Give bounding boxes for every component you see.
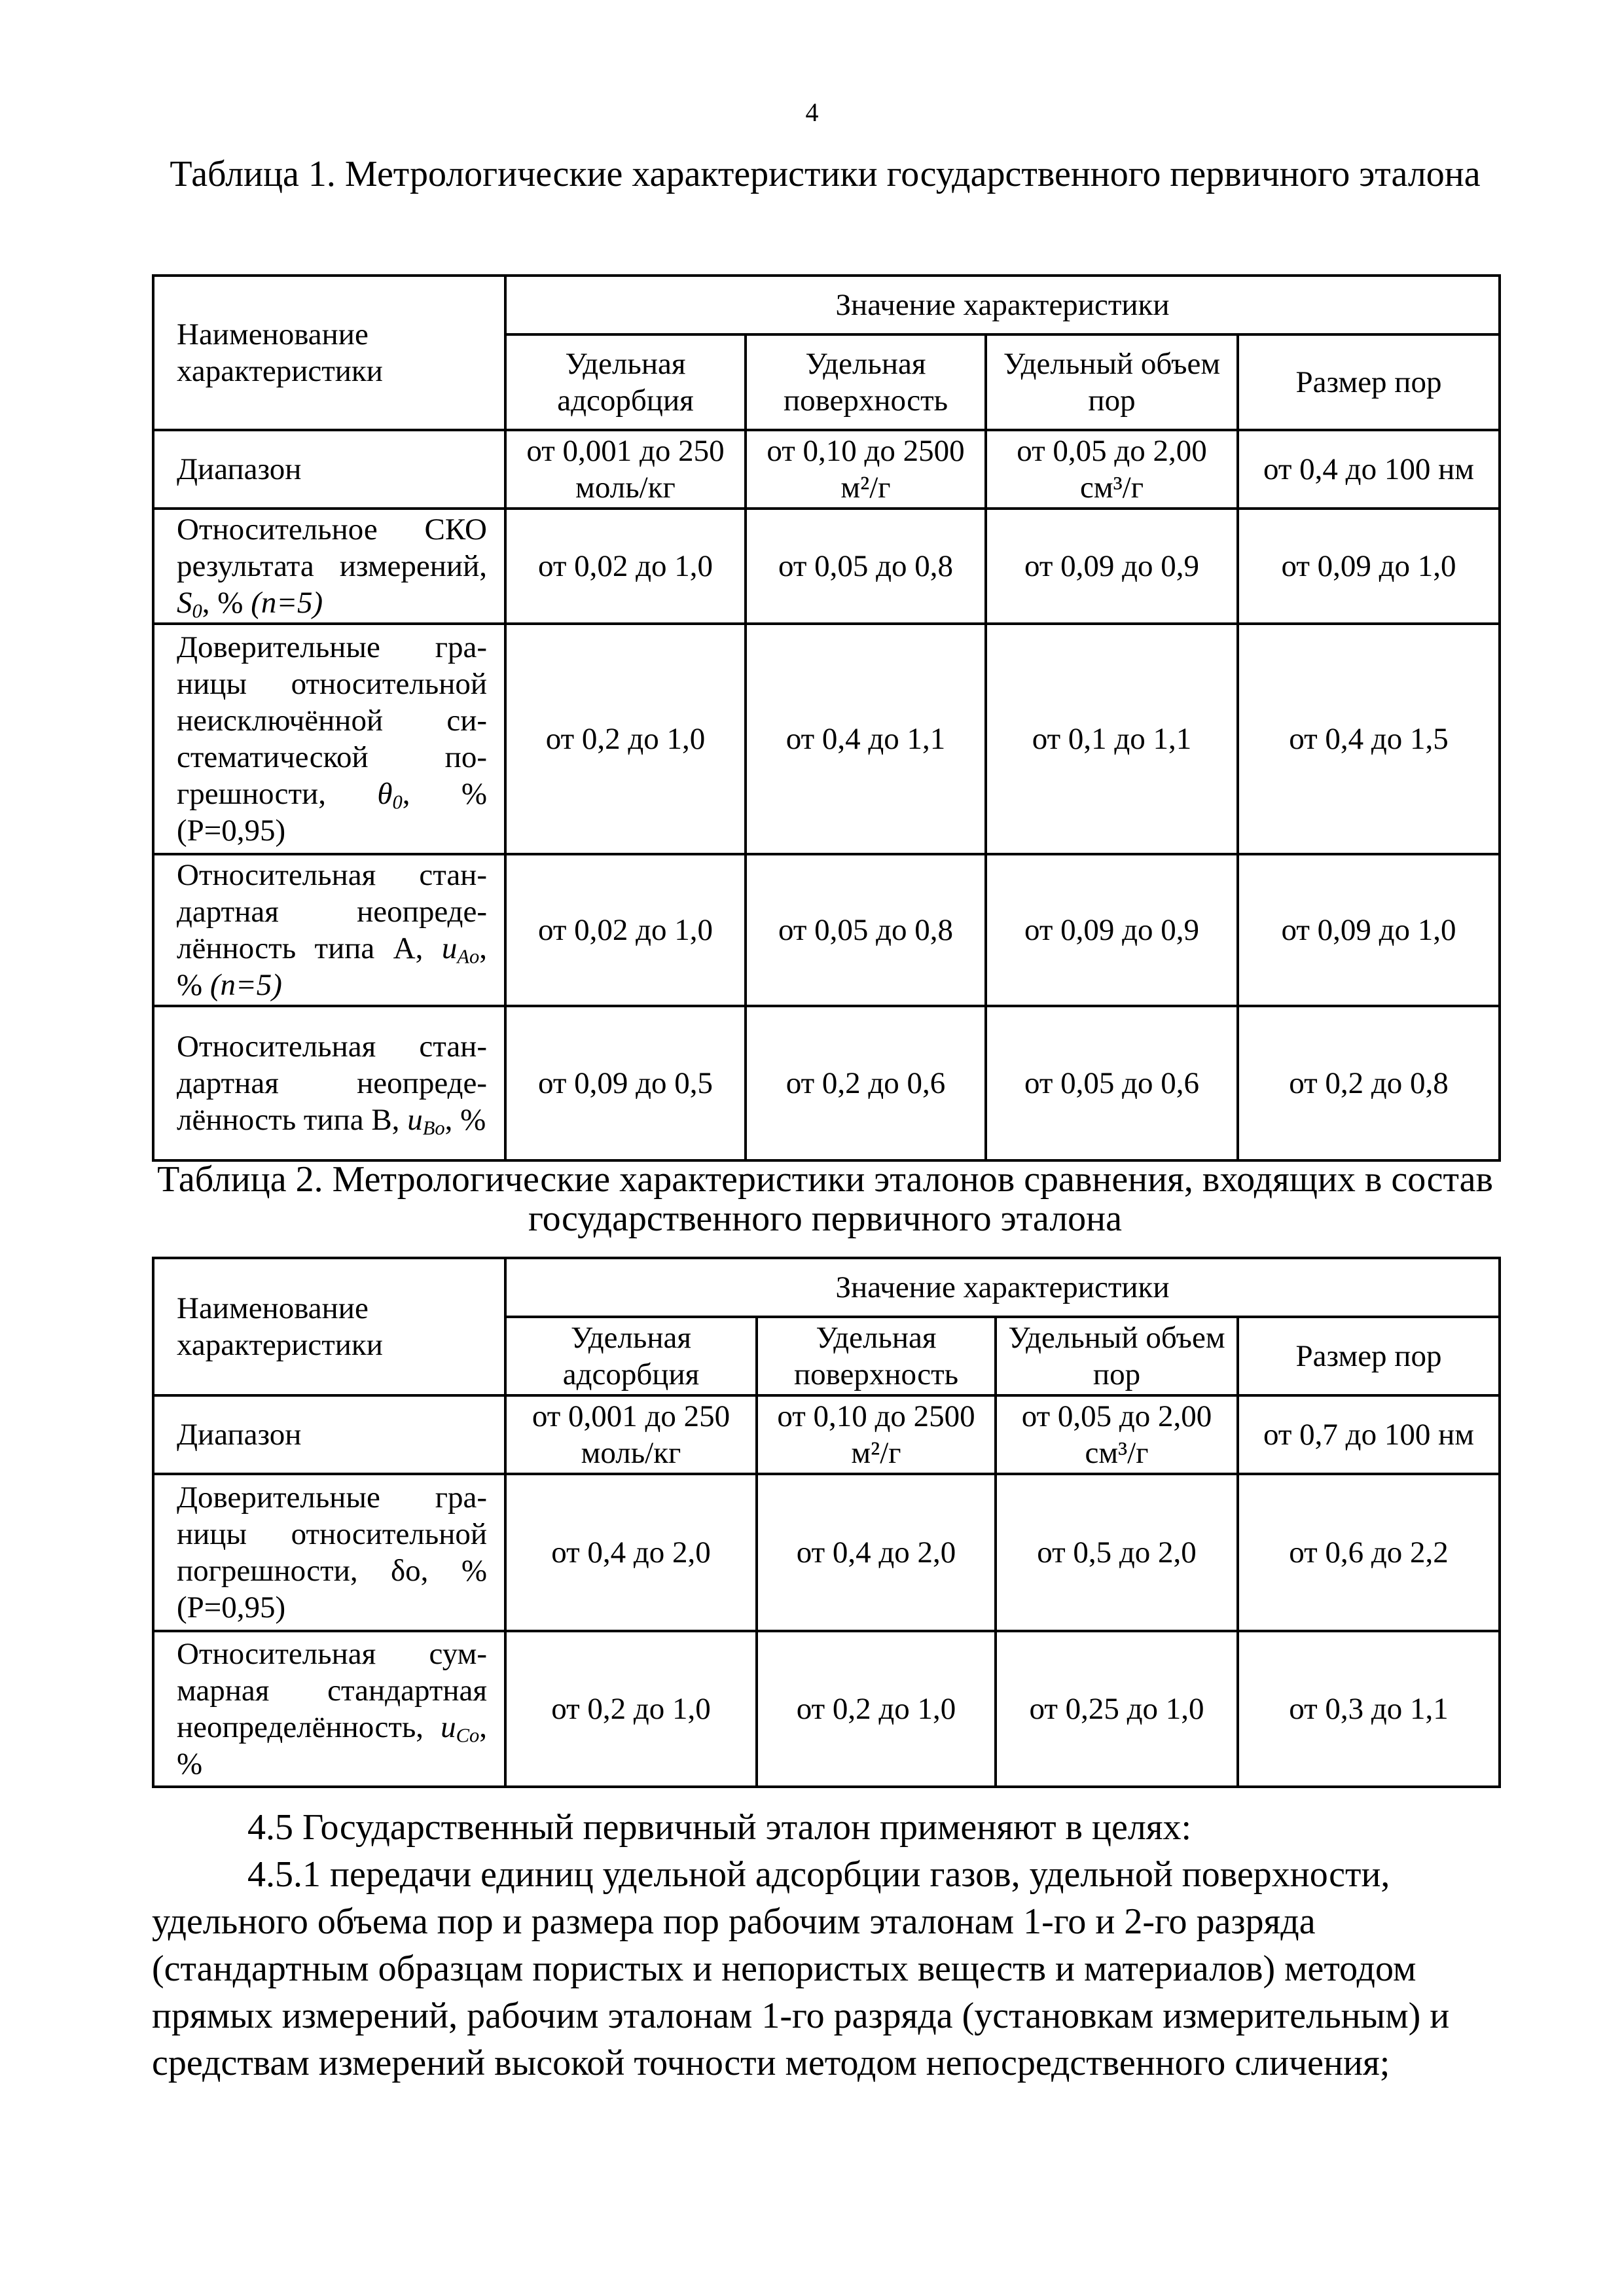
row-name-unit: , % [177, 1710, 487, 1781]
table-header-row [153, 1258, 1500, 1317]
cell: от 0,4 до 1,5 [1238, 624, 1500, 854]
table-row [153, 1395, 1500, 1474]
cell: от 0,2 до 1,0 [757, 1631, 996, 1787]
header-value-group: Значение характеристики [505, 1258, 1500, 1317]
cell: от 0,3 до 1,1 [1238, 1631, 1500, 1787]
row-name-text: Доверительные границы относительной неисключённой систематической погрешности, [177, 630, 487, 811]
cell: от 0,4 до 2,0 [505, 1474, 757, 1631]
row-name-note: (n=5) [209, 968, 282, 1002]
header-col: Удельная адсорбция [505, 1317, 757, 1395]
page-number: 4 [805, 98, 819, 127]
header-col: Удельная адсорбция [505, 334, 746, 430]
row-name: Диапазон [153, 430, 505, 509]
cell: от 0,7 до 100 нм [1238, 1395, 1500, 1474]
paragraph-4-5-1: 4.5.1 передачи единиц удельной адсорбции газов, удельной поверхности, удельного объема пор и размера пор рабочим эталонам 1-го и 2-го разряда (стандартным образцам пористых и непористых веществ и материалов) методом прямых измерений, рабочим эталонам 1-го разряда (установкам измерительным) и средствам измерений высокой точности методом непосредственного сличения; [152, 1854, 1450, 2083]
header-name-cell: Наименование характеристики [153, 276, 505, 430]
table2-caption: Таблица 2. Метрологические характеристики эталонов сравнения, входящих в состав государственного первичного эталона [157, 1159, 1493, 1239]
row-name-symbol-sub: Co [456, 1724, 480, 1747]
row-name-unit: , % [444, 1103, 486, 1137]
header-col: Размер пор [1238, 1317, 1500, 1395]
cell: от 0,09 до 0,5 [505, 1006, 746, 1160]
header-value-group: Значение характеристики [505, 276, 1500, 334]
table-row [153, 509, 1500, 624]
row-name: Диапазон [153, 1395, 505, 1474]
body-text [152, 1804, 1475, 2087]
row-name-unit: , % [402, 777, 487, 811]
row-name [153, 1006, 505, 1160]
row-name-symbol: θ [377, 777, 393, 811]
table-row [153, 624, 1500, 854]
table2 [152, 1257, 1501, 1788]
row-name [153, 509, 505, 624]
table-row [153, 1006, 1500, 1160]
row-name-note: (Р=0,95) [177, 1590, 286, 1624]
cell: от 0,05 до 2,00 см³/г [986, 430, 1238, 509]
cell: от 0,001 до 250 моль/кг [505, 1395, 757, 1474]
table-header-row [153, 276, 1500, 334]
row-name-symbol-sub: Bo [422, 1117, 445, 1139]
row-name-note: (Р=0,95) [177, 814, 286, 848]
cell: от 0,2 до 1,0 [505, 1631, 757, 1787]
header-col: Размер пор [1238, 334, 1500, 430]
table1-caption: Таблица 1. Метрологические характеристики государственного первичного эталона [170, 154, 1481, 194]
header-name-cell: Наименование характеристики [153, 1258, 505, 1395]
row-name-symbol: u [441, 1710, 456, 1744]
cell: от 0,09 до 0,9 [986, 509, 1238, 624]
row-name [153, 1631, 505, 1787]
row-name-unit: , % [177, 931, 488, 1002]
table-row [153, 1631, 1500, 1787]
row-name-symbol: u [441, 931, 458, 965]
row-name-symbol: S [177, 586, 192, 620]
header-col: Удельный объем пор [986, 334, 1238, 430]
cell: от 0,1 до 1,1 [986, 624, 1238, 854]
cell: от 0,05 до 0,6 [986, 1006, 1238, 1160]
cell: от 0,2 до 1,0 [505, 624, 746, 854]
cell: от 0,09 до 1,0 [1238, 509, 1500, 624]
cell: от 0,6 до 2,2 [1238, 1474, 1500, 1631]
cell: от 0,02 до 1,0 [505, 509, 746, 624]
table-row [153, 854, 1500, 1006]
cell: от 0,25 до 1,0 [996, 1631, 1238, 1787]
cell: от 0,4 до 1,1 [746, 624, 986, 854]
cell: от 0,001 до 250 моль/кг [505, 430, 746, 509]
row-name-text: Относительная стандартная неопределённость типа В, [177, 1030, 487, 1137]
row-name-note: (n=5) [251, 586, 323, 620]
table1 [152, 274, 1501, 1162]
row-name-text: Доверительные границы относительной погрешности, δo, % [177, 1480, 487, 1588]
header-col: Удельная поверхность [746, 334, 986, 430]
cell: от 0,02 до 1,0 [505, 854, 746, 1006]
cell: от 0,05 до 2,00 см³/г [996, 1395, 1238, 1474]
row-name-unit: , % [202, 586, 244, 620]
cell: от 0,2 до 0,8 [1238, 1006, 1500, 1160]
row-name-text: Относительная суммарная стандартная неопределённость, [177, 1637, 487, 1744]
table-row [153, 430, 1500, 509]
paragraph-4-5: 4.5 Государственный первичный эталон применяют в целях: [247, 1807, 1192, 1848]
table-row [153, 1474, 1500, 1631]
cell: от 0,4 до 2,0 [757, 1474, 996, 1631]
row-name-symbol-sub: 0 [192, 600, 202, 622]
cell: от 0,5 до 2,0 [996, 1474, 1238, 1631]
row-name [153, 854, 505, 1006]
header-col: Удельная поверхность [757, 1317, 996, 1395]
cell: от 0,09 до 1,0 [1238, 854, 1500, 1006]
cell: от 0,10 до 2500 м²/г [746, 430, 986, 509]
row-name-symbol-sub: 0 [392, 791, 403, 814]
cell: от 0,05 до 0,8 [746, 509, 986, 624]
cell: от 0,05 до 0,8 [746, 854, 986, 1006]
row-name-symbol-sub: Ao [457, 945, 480, 968]
row-name-text: Относительная стандартная неопределённость типа А, [177, 858, 487, 965]
cell: от 0,10 до 2500 м²/г [757, 1395, 996, 1474]
header-col: Удельный объем пор [996, 1317, 1238, 1395]
row-name [153, 624, 505, 854]
cell: от 0,2 до 0,6 [746, 1006, 986, 1160]
cell: от 0,09 до 0,9 [986, 854, 1238, 1006]
row-name-symbol: u [407, 1103, 423, 1137]
row-name [153, 1474, 505, 1631]
row-name-text: Относительное СКО результата измерений, [177, 512, 487, 583]
cell: от 0,4 до 100 нм [1238, 430, 1500, 509]
